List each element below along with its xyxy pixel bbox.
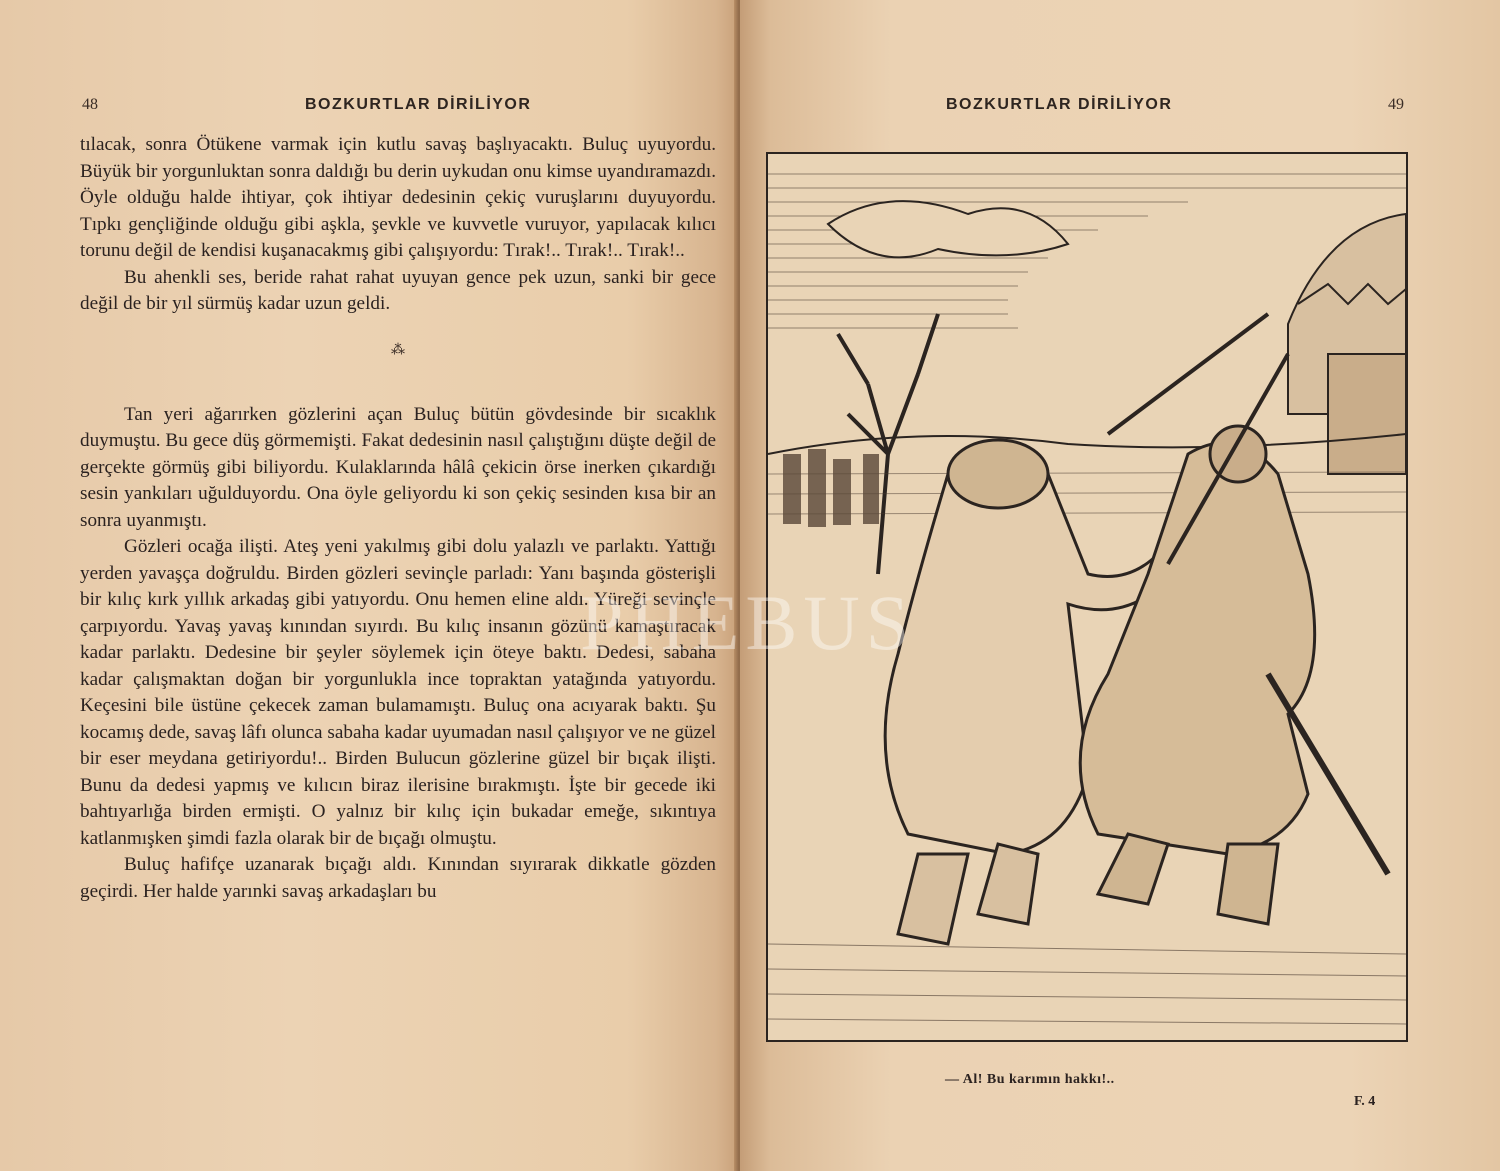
right-page — [580, 0, 1500, 1171]
running-head-right: BOZKURTLAR DİRİLİYOR — [946, 96, 1173, 113]
paragraph: Bu ahenkli ses, beride rahat rahat uyuyan gence pek uzun, sanki bir gece değil de bir yıl sürmüş kadar uzun geldi. — [80, 266, 716, 314]
signature-mark: F. 4 — [1354, 1094, 1376, 1109]
page-number-left: 48 — [82, 96, 98, 113]
paragraph: Tan yeri ağarırken gözlerini açan Buluç bütün gövdesinde bir sıcaklık duymuştu. Bu gece düş görmemişti. Fakat dedesinin nasıl çalıştığını düşte değil de gerçekte görmüş gibi biliyordu. Kulaklarında hâlâ çekicin örse inerken çıkardığı sesin yankıları uğulduyordu. Ona öyle geliyordu ki son çekiç sesinden kısa bir an sonra uyanmıştı. — [80, 403, 716, 531]
section-ornament: ⁂ — [391, 342, 405, 358]
paragraph: Buluç hafifçe uzanarak bıçağı aldı. Kınından sıyırarak dikkatle gözden geçirdi. Her halde yarınki savaş arkadaşları bu — [80, 854, 716, 902]
paragraph: tılacak, sonra Ötükene varmak için kutlu savaş başlıyacaktı. Buluç uyuyordu. Büyük bir yorgunluktan sonra daldığı bu derin uykudan onu kimse uyandıramazdı. Öyle olduğu halde ihtiyar, çok ihtiyar dedesinin çekiç vuruşlarını duyuyordu. Tıpkı gençliğinde olduğu gibi aşkla, şevkle ve kuvvetle vuruyor, yapılacak kılıcı torunu değil de kendisi kuşanacakmış gibi çalışıyordu: Tırak!.. Tırak!.. Tırak!.. — [80, 134, 716, 261]
illustration-caption: — Al! Bu karımın hakkı!.. — [945, 1072, 1115, 1087]
running-head-left: BOZKURTLAR DİRİLİYOR — [305, 96, 532, 113]
body-text — [80, 132, 716, 905]
paragraph: Gözleri ocağa ilişti. Ateş yeni yakılmış gibi dolu yalazlı ve parlaktı. Yattığı yerden yavaşça doğruldu. Birden gözleri sevinçle parladı: Yanı başında gösterişli bir kılıç kırk yıllık arkadaş gibi yatıyordu. Onu hemen eline aldı. Yüreği sevinçle çarpıyordu. Yavaş yavaş kınından sıyırdı. Bu kılıç insanın gözünü kamaştıracak kadar parlaktı. Dedesine bir şeyler söylemek için öteye baktı. Dedesi, sabaha kadar çalışmaktan doğan bir yorgunlukla ince topraktan yatağında yatıyordu. Keçesini bile üstüne çekecek zaman bulamamıştı. Buluç ona acıyarak baktı. Şu kocamış dede, savaş lâfı olunca sabaha kadar uyumadan nasıl çalışıyor ve ne güzel bir eser meydana getiriyordu!.. Birden Bulucun gözlerine güzel bir bıçak ilişti. Bunu da dedesi yapmış ve kılıcın biraz ilerisine bırakmıştı. İşte bir gecede iki bahtıyarlığa birden ermişti. O yalnız bir kılıç için bukadar emeğe, sıkıntıya katlanmışken şimdi fazla olarak bir de bıçağı olmuştu. — [80, 536, 716, 849]
watermark: PHEBUS — [580, 579, 916, 666]
page-number-right: 49 — [1388, 96, 1404, 113]
